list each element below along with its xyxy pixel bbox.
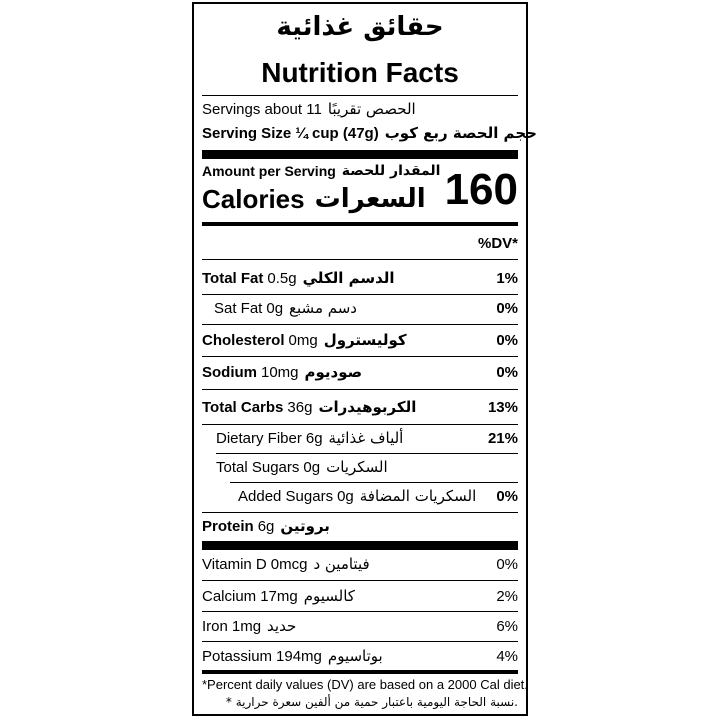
nutrient-arabic: كوليسترول bbox=[323, 331, 407, 349]
nutrient-dv: 0% bbox=[496, 363, 518, 381]
nutrient-row-protein bbox=[202, 514, 518, 538]
nutrient-name: Sodium bbox=[202, 363, 257, 381]
vitamin-arabic: كالسيوم bbox=[303, 587, 355, 605]
vitamin-dv: 0% bbox=[496, 555, 518, 573]
nutrient-arabic: دسم مشبع bbox=[289, 299, 357, 317]
vitamin-row-calcium bbox=[202, 584, 518, 608]
divider bbox=[216, 453, 518, 454]
divider bbox=[202, 389, 518, 390]
vitamin-dv: 2% bbox=[496, 587, 518, 605]
vitamin-dv: 6% bbox=[496, 617, 518, 635]
divider bbox=[202, 580, 518, 581]
nutrient-name: Cholesterol bbox=[202, 331, 285, 349]
calories-value: 160 bbox=[444, 165, 518, 214]
footnote-arabic: * نسبة الحاجة اليومية باعتبار حمية من ألفين سعرة حرارية. bbox=[225, 695, 518, 709]
vitamin-arabic: حديد bbox=[267, 617, 297, 635]
dv-header: %DV* bbox=[477, 234, 518, 252]
nutrient-name: Added Sugars bbox=[238, 487, 334, 505]
nutrient-arabic: السكريات المضافة bbox=[359, 487, 477, 505]
nutrient-dv: 0% bbox=[496, 487, 518, 505]
amount-per-serving-english: Amount per Serving bbox=[202, 163, 336, 179]
title-arabic: حقائق غذائية bbox=[276, 12, 444, 42]
divider bbox=[230, 482, 518, 483]
divider bbox=[202, 95, 518, 96]
divider bbox=[202, 424, 518, 425]
calories-english: Calories bbox=[202, 183, 305, 214]
amount-per-serving-arabic: المقدار للحصة bbox=[341, 163, 441, 179]
nutrient-row-dietary-fiber bbox=[202, 426, 518, 450]
nutrient-amount: 6g bbox=[257, 517, 275, 535]
nutrient-dv: 13% bbox=[487, 398, 518, 416]
dv-header-row bbox=[202, 232, 518, 254]
divider bbox=[202, 324, 518, 325]
vitamin-amount: 0mcg bbox=[270, 555, 308, 573]
vitamin-amount: 1mg bbox=[231, 617, 262, 635]
nutrient-arabic: بروتين bbox=[280, 517, 330, 535]
vitamin-name: Iron bbox=[202, 617, 228, 635]
nutrient-row-total-sugars bbox=[202, 455, 518, 479]
nutrient-dv: 21% bbox=[487, 429, 518, 447]
vitamin-name: Calcium bbox=[202, 587, 257, 605]
nutrient-arabic: الدسم الكلي bbox=[302, 269, 395, 287]
divider bbox=[202, 356, 518, 357]
nutrient-arabic: الكربوهيدرات bbox=[318, 398, 417, 416]
footnote-english: *Percent daily values (DV) are based on a 2000 Cal diet. bbox=[202, 676, 528, 692]
medium-divider bbox=[202, 222, 518, 226]
nutrition-label bbox=[192, 2, 537, 716]
thick-divider bbox=[202, 150, 518, 159]
nutrient-name: Sat Fat bbox=[214, 299, 263, 317]
nutrient-dv: 0% bbox=[496, 331, 518, 349]
nutrient-amount: 0g bbox=[337, 487, 354, 505]
vitamin-row-potassium bbox=[202, 644, 518, 668]
nutrient-amount: 0g bbox=[266, 299, 284, 317]
serving-size-row bbox=[202, 122, 537, 144]
vitamin-row-vitamin-d bbox=[202, 552, 518, 576]
vitamin-row-iron bbox=[202, 614, 518, 638]
medium-divider bbox=[202, 670, 518, 674]
nutrient-name: Total Carbs bbox=[202, 398, 284, 416]
nutrient-amount: 0mg bbox=[288, 331, 318, 349]
nutrient-row-cholesterol bbox=[202, 328, 518, 352]
nutrient-amount: 36g bbox=[287, 398, 313, 416]
nutrient-amount: 10mg bbox=[261, 363, 299, 381]
nutrient-name: Total Fat bbox=[202, 269, 264, 287]
nutrient-dv: 0% bbox=[496, 299, 518, 317]
nutrient-row-total-carbs bbox=[202, 395, 518, 419]
nutrient-amount: 6g bbox=[305, 429, 323, 447]
nutrient-amount: 0g bbox=[303, 458, 321, 476]
servings-english: Servings about 11 bbox=[202, 100, 322, 118]
calories-value-row bbox=[202, 166, 518, 214]
nutrient-row-sat-fat bbox=[202, 296, 518, 320]
thick-divider bbox=[202, 541, 518, 550]
vitamin-name: Potassium bbox=[202, 647, 273, 665]
divider bbox=[202, 641, 518, 642]
vitamin-arabic: فيتامين د bbox=[313, 555, 370, 573]
nutrient-arabic: ألياف غذائية bbox=[328, 429, 404, 447]
nutrient-name: Protein bbox=[202, 517, 254, 535]
divider bbox=[202, 512, 518, 513]
nutrient-amount: 0.5g bbox=[267, 269, 297, 287]
nutrient-row-total-fat bbox=[202, 266, 518, 290]
title-english: Nutrition Facts bbox=[261, 57, 459, 88]
servings-row bbox=[202, 98, 518, 120]
vitamin-dv: 4% bbox=[496, 647, 518, 665]
nutrient-row-added-sugars bbox=[202, 484, 518, 508]
nutrient-dv: 1% bbox=[496, 269, 518, 287]
nutrient-name: Total Sugars bbox=[216, 458, 300, 476]
divider bbox=[202, 294, 518, 295]
vitamin-name: Vitamin D bbox=[202, 555, 267, 573]
calories-arabic: السعرات bbox=[314, 184, 426, 214]
serving-size-arabic: حجم الحصة ربع كوب bbox=[384, 124, 537, 142]
nutrient-row-sodium bbox=[202, 360, 518, 384]
vitamin-amount: 194mg bbox=[276, 647, 322, 665]
nutrient-arabic: صوديوم bbox=[304, 363, 363, 381]
vitamin-arabic: بوتاسيوم bbox=[327, 647, 383, 665]
nutrient-arabic: السكريات bbox=[326, 458, 388, 476]
divider bbox=[202, 259, 518, 260]
nutrient-name: Dietary Fiber bbox=[216, 429, 302, 447]
servings-arabic: الحصص تقريبًا bbox=[327, 100, 416, 118]
footnote-english-row bbox=[202, 675, 528, 693]
serving-size-english: Serving Size ¼ cup (47g) bbox=[202, 124, 379, 142]
divider bbox=[202, 611, 518, 612]
footnote-arabic-row bbox=[202, 693, 518, 711]
vitamin-amount: 17mg bbox=[260, 587, 298, 605]
